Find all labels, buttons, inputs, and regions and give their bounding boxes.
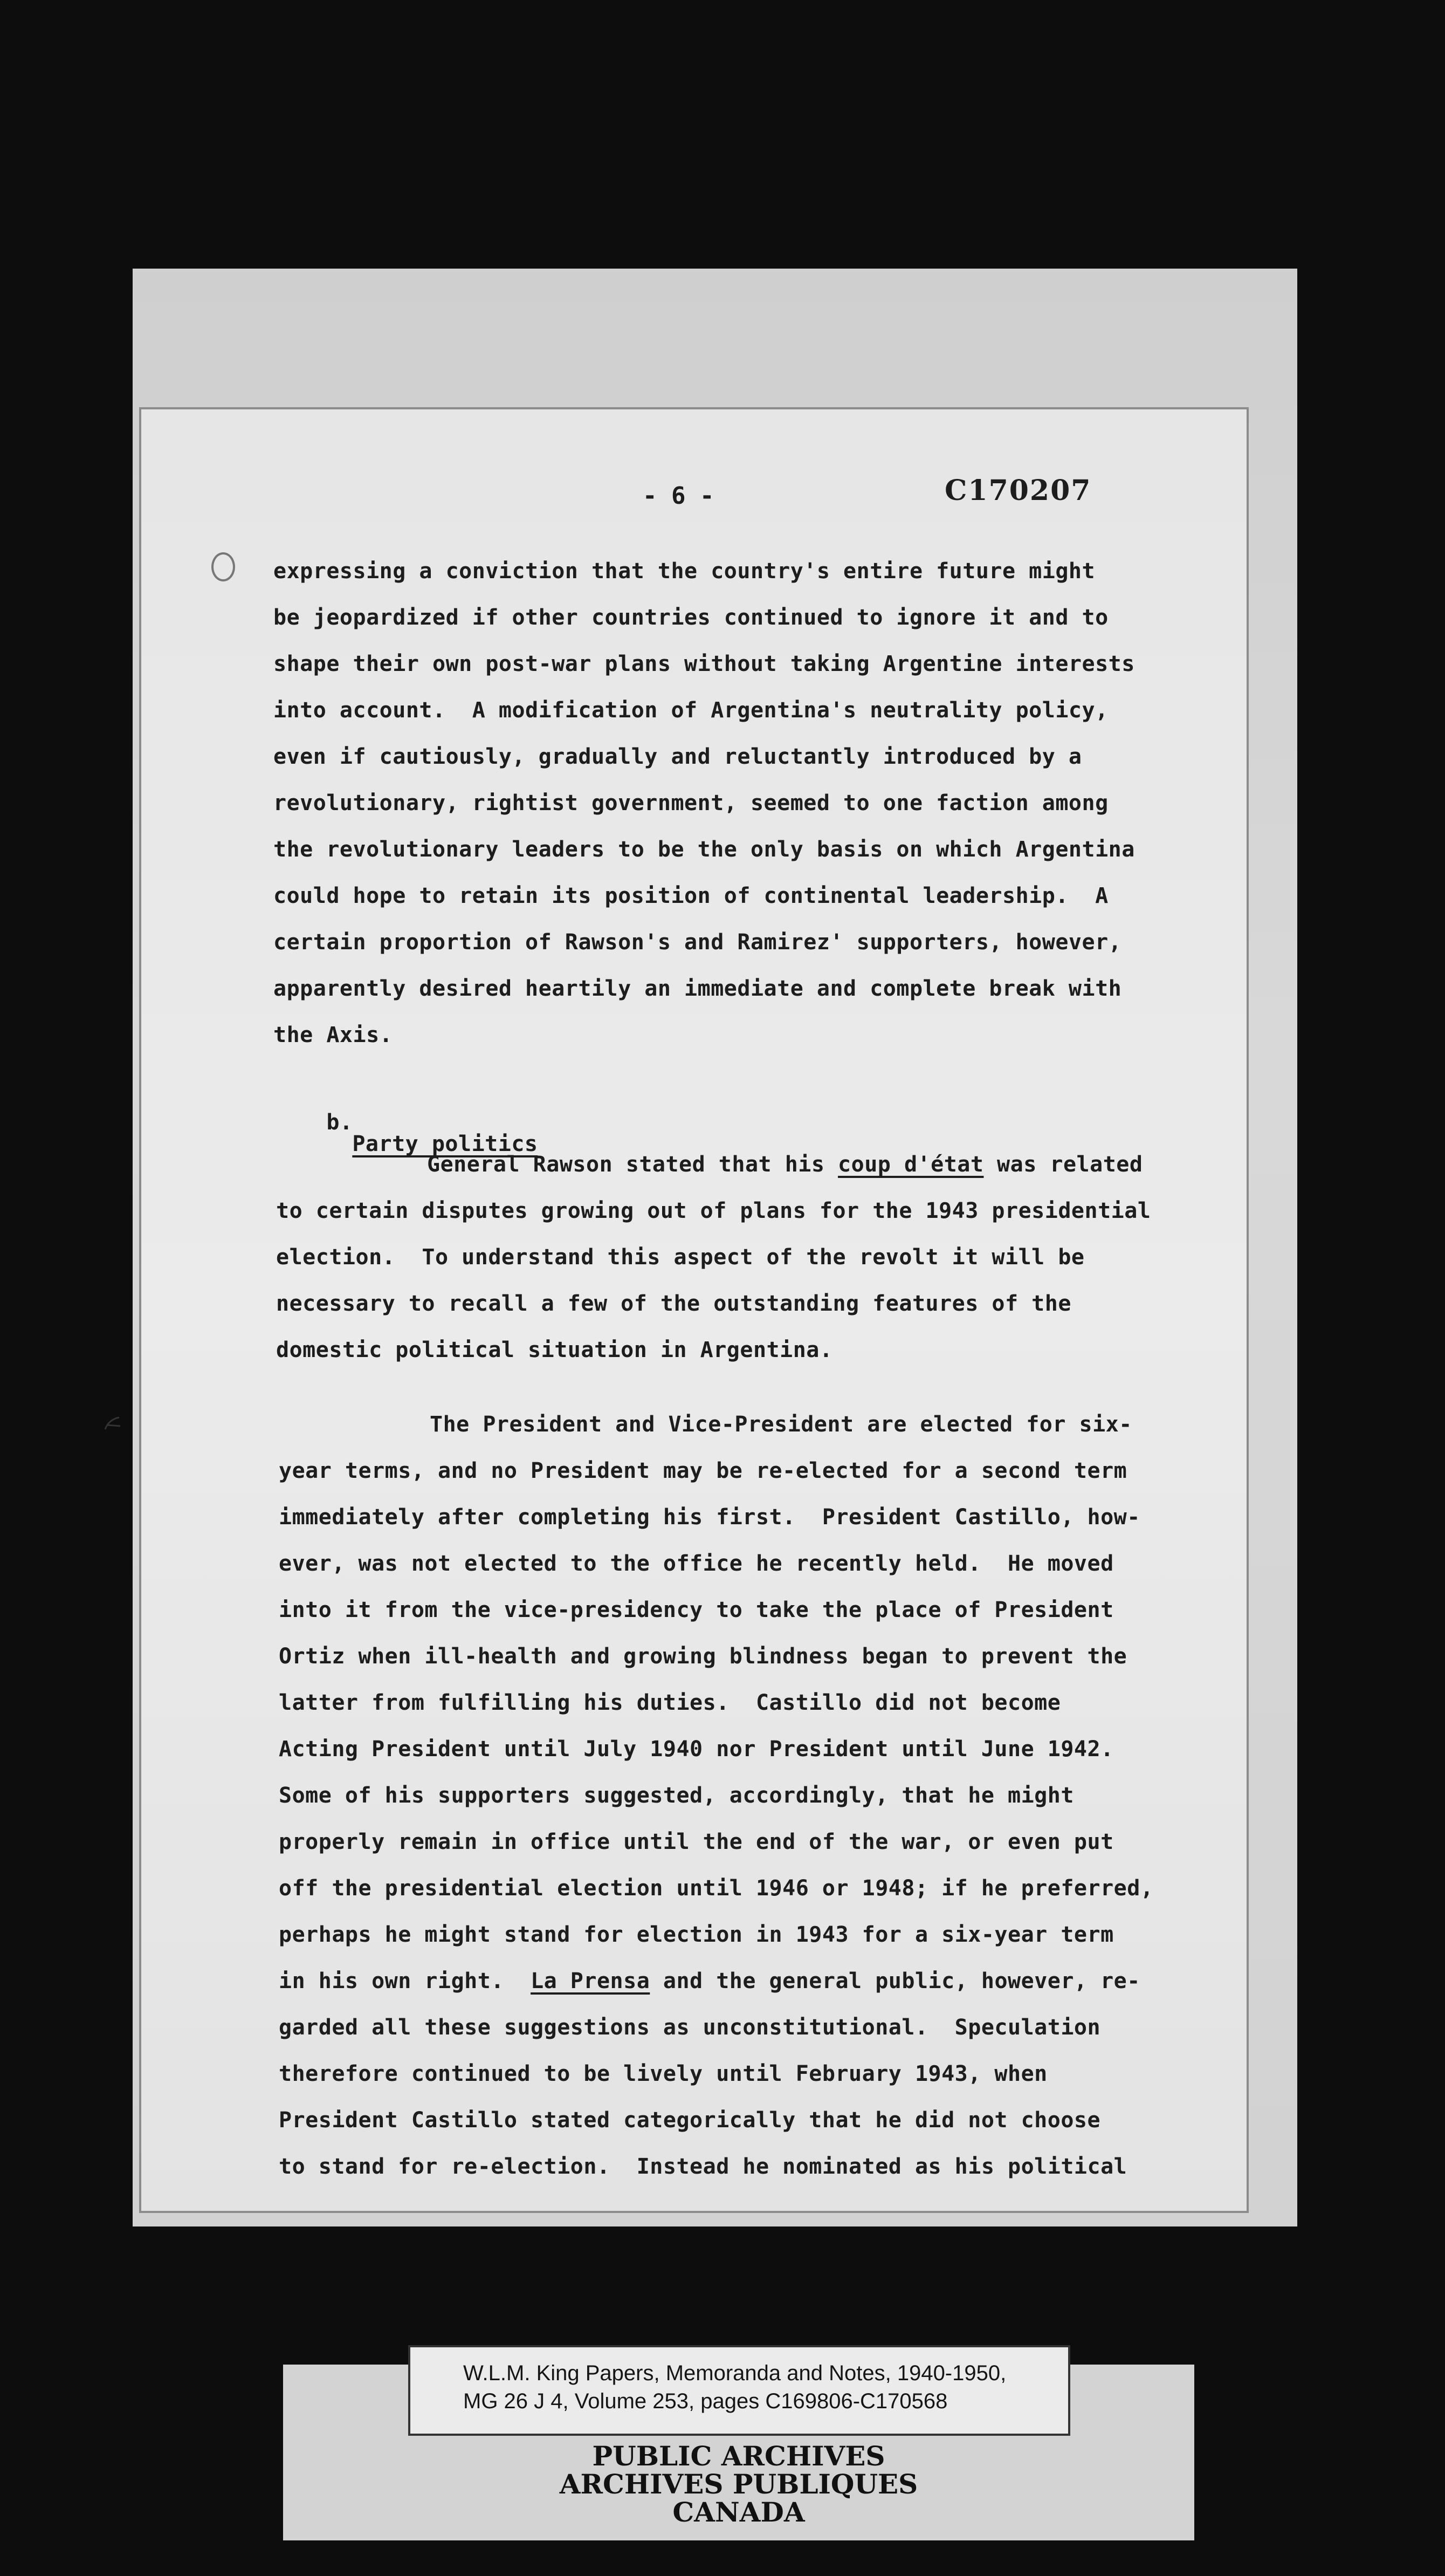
underlined-term: La Prensa bbox=[531, 1969, 650, 1993]
text-span: was related bbox=[983, 1152, 1143, 1177]
archives-stamp-line: ARCHIVES PUBLIQUES bbox=[559, 2468, 918, 2500]
text-line: domestic political situation in Argentina. bbox=[276, 1338, 833, 1362]
text-line: immediately after completing his first. President Castillo, how- bbox=[279, 1505, 1140, 1530]
text-line: latter from fulfilling his duties. Castillo did not become bbox=[279, 1690, 1061, 1715]
text-line: President Castillo stated categorically that he did not choose bbox=[279, 2108, 1101, 2133]
text-span: General Rawson stated that his bbox=[427, 1152, 838, 1177]
text-line: the revolutionary leaders to be the only basis on which Argentina bbox=[273, 837, 1135, 862]
text-line: even if cautiously, gradually and reluctantly introduced by a bbox=[273, 744, 1082, 769]
underlined-term: coup d'état bbox=[838, 1152, 984, 1177]
text-line: Some of his supporters suggested, accordingly, that he might bbox=[279, 1783, 1074, 1808]
text-line: into account. A modification of Argentina's neutrality policy, bbox=[273, 698, 1109, 723]
citation-line: W.L.M. King Papers, Memoranda and Notes, 1940-1950, bbox=[463, 2361, 1007, 2385]
archive-citation-label bbox=[408, 2345, 1070, 2436]
text-line: be jeopardized if other countries continued to ignore it and to bbox=[273, 605, 1109, 630]
text-line: off the presidential election until 1946 or 1948; if he preferred, bbox=[279, 1876, 1154, 1901]
text-line: into it from the vice-presidency to take the place of President bbox=[279, 1598, 1114, 1622]
text-line: election. To understand this aspect of the revolt it will be bbox=[276, 1245, 1085, 1270]
text-line: apparently desired heartily an immediate and complete break with bbox=[273, 976, 1122, 1001]
text-line: to stand for re-election. Instead he nominated as his political bbox=[279, 2154, 1127, 2179]
text-line: revolutionary, rightist government, seemed to one faction among bbox=[273, 791, 1109, 816]
text-line: certain proportion of Rawson's and Ramirez' supporters, however, bbox=[273, 930, 1122, 955]
text-line: shape their own post-war plans without taking Argentine interests bbox=[273, 652, 1135, 676]
punch-hole bbox=[211, 552, 235, 581]
text-line: ever, was not elected to the office he recently held. He moved bbox=[279, 1551, 1114, 1576]
text-span: in his own right. bbox=[279, 1969, 531, 1993]
text-line: garded all these suggestions as unconstitutional. Speculation bbox=[279, 2015, 1101, 2040]
margin-tick-icon bbox=[100, 1413, 127, 1435]
text-line: The President and Vice-President are elected for six- bbox=[430, 1412, 1132, 1437]
text-line bbox=[427, 1154, 1143, 1175]
text-line: properly remain in office until the end of the war, or even put bbox=[279, 1830, 1114, 1854]
document-page bbox=[139, 407, 1249, 2213]
section-title: Party politics bbox=[352, 1132, 538, 1156]
text-line: expressing a conviction that the country's entire future might bbox=[273, 559, 1096, 584]
text-line: Acting President until July 1940 nor President until June 1942. bbox=[279, 1737, 1114, 1762]
text-line: the Axis. bbox=[273, 1023, 393, 1047]
text-line: could hope to retain its position of continental leadership. A bbox=[273, 883, 1109, 908]
archives-stamp bbox=[485, 2442, 992, 2526]
text-line: therefore continued to be lively until February 1943, when bbox=[279, 2061, 1048, 2086]
text-line: necessary to recall a few of the outstanding features of the bbox=[276, 1291, 1071, 1316]
section-letter: b. bbox=[326, 1110, 353, 1135]
text-line: perhaps he might stand for election in 1943 for a six-year term bbox=[279, 1922, 1114, 1947]
archives-stamp-line: CANADA bbox=[672, 2496, 805, 2528]
text-line: year terms, and no President may be re-elected for a second term bbox=[279, 1458, 1127, 1483]
archives-stamp-line: PUBLIC ARCHIVES bbox=[592, 2440, 885, 2472]
text-span: and the general public, however, re- bbox=[650, 1969, 1140, 1993]
citation-line: MG 26 J 4, Volume 253, pages C169806-C170568 bbox=[463, 2389, 948, 2413]
text-line: Ortiz when ill-health and growing blindness began to prevent the bbox=[279, 1644, 1127, 1669]
page-number: - 6 - bbox=[643, 482, 714, 510]
document-number: C170207 bbox=[945, 474, 1092, 507]
text-line bbox=[279, 1970, 1140, 1992]
text-line: to certain disputes growing out of plans for the 1943 presidential bbox=[276, 1198, 1151, 1223]
